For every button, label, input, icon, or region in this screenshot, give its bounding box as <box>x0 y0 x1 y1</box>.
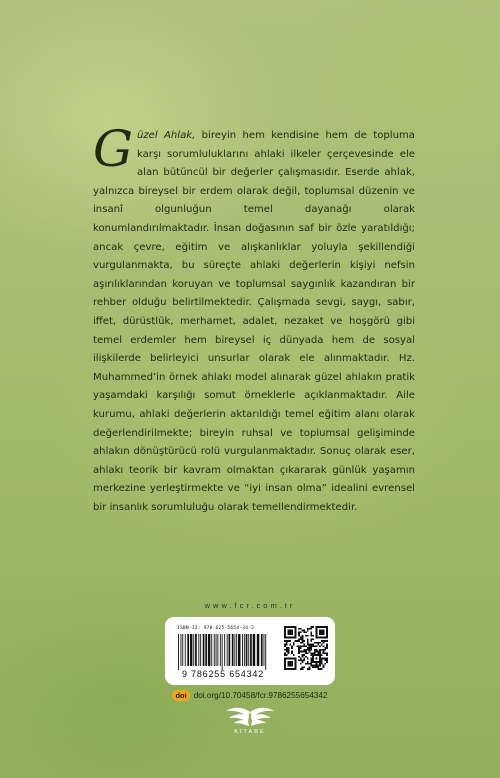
isbn-number: 9 786255 654342 <box>181 669 265 679</box>
doi-badge-icon: doi <box>172 690 189 701</box>
publisher-name: KİTABE <box>234 729 266 735</box>
barcode-icon <box>177 634 269 670</box>
publisher-website[interactable]: www.fcr.com.tr <box>204 601 296 610</box>
doi-link[interactable]: doi.org/10.70458/fcr.9786255654342 <box>193 691 328 700</box>
doi-line <box>0 690 500 701</box>
blurb-text: bireyin hem kendisine hem de topluma karşı sorumluluklarını ahlaki ilkeler çerçevesinde ele alan bütüncül bir değerler çalışmasıdır. Eserde ahlak, yalnızca bireysel bir erdem olarak değil, toplumsal düzenin ve insanî olgunluğun temel dayanağı olarak konumlandırılmaktadır. İnsan doğasının saf bir özle yaratıldığı; ancak çevre, eğitim ve alışkanlıklar yoluyla şekillendiği vurgulanmakta, bu süreçte ahlaki değerlerin kişiyi nefsin aşırılıklarından koruyan ve toplumsal saygınlık kazandıran bir rehber olduğu belirtilmektedir. Çalışmada sevgi, saygı, sabır, iffet, dürüstlük, merhamet, adalet, nezaket ve hoşgörü gibi temel erdemler hem bireysel iç dünyada hem de sosyal ilişkilerde belirleyici unsurlar olarak ele alınmaktadır. Hz. Muhammed’in örnek ahlakı model alınarak güzel ahlakın pratik yaşamdaki karşılığı somut örneklerle açıklanmaktadır. Aile kurumu, ahlaki değerlerin aktarıldığı temel eğitim alanı olarak değerlendirilmekte; bireyin ruhsal ve toplumsal gelişiminde ahlakın dönüştürücü rolü vurgulanmaktadır. Sonuç olarak eser, ahlakı teorik bir kavram olmaktan çıkararak günlük yaşamın merkezine yerleştirmekte ve “iyi insan olma” idealini evrensel bir insanlık sorumluluğu olarak temellendirmektedir. <box>93 130 415 513</box>
isbn-label: ISBN-13: 978-625-5654-34-2 <box>177 626 255 631</box>
back-cover-blurb <box>93 120 415 517</box>
isbn-barcode-card <box>165 617 335 685</box>
book-title-inline: üzel Ahlak, <box>136 130 196 141</box>
qr-code-icon <box>284 626 328 670</box>
drop-cap: G <box>93 120 133 178</box>
